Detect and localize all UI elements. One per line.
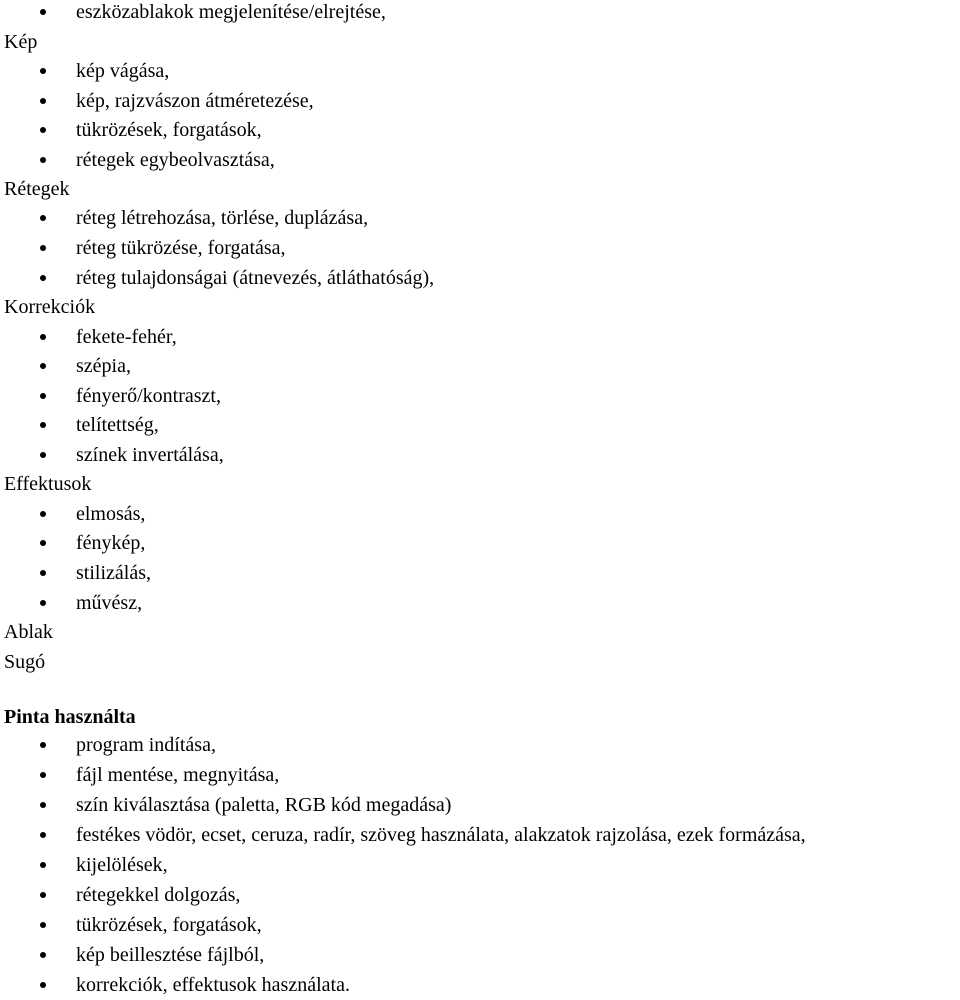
bullet-icon — [40, 381, 52, 411]
bullet-icon — [40, 0, 52, 27]
section-heading-effektusok: Effektusok — [4, 473, 92, 495]
bullet-icon — [40, 880, 52, 910]
bullet-icon — [40, 940, 52, 970]
list-item: kép beillesztése fájlból, — [76, 944, 265, 966]
list-item: réteg tulajdonságai (átnevezés, átláthatóság), — [76, 267, 435, 289]
bullet-icon — [40, 970, 52, 1000]
bullet-icon — [40, 910, 52, 940]
bullet-icon — [40, 233, 52, 263]
bullet-icon — [40, 730, 52, 760]
list-item: eszközablakok megjelenítése/elrejtése, — [76, 1, 386, 23]
list-item: fénykép, — [76, 532, 146, 554]
list-item: fájl mentése, megnyitása, — [76, 764, 280, 786]
list-item: korrekciók, effektusok használata. — [76, 974, 350, 996]
bullet-icon — [40, 499, 52, 529]
list-item: rétegek egybeolvasztása, — [76, 149, 275, 171]
bullet-icon — [40, 790, 52, 820]
section-heading-ablak: Ablak — [4, 621, 53, 643]
bullet-icon — [40, 86, 52, 116]
list-item: program indítása, — [76, 734, 216, 756]
bullet-icon — [40, 528, 52, 558]
list-item: tükrözések, forgatások, — [76, 119, 262, 141]
list-item: telítettség, — [76, 414, 159, 436]
list-item: fekete-fehér, — [76, 326, 177, 348]
bullet-icon — [40, 322, 52, 352]
section-heading-kep: Kép — [4, 31, 38, 53]
list-item: rétegekkel dolgozás, — [76, 884, 241, 906]
bullet-icon — [40, 588, 52, 618]
bullet-icon — [40, 850, 52, 880]
section-heading-sugo: Sugó — [4, 651, 46, 673]
list-item: szín kiválasztása (paletta, RGB kód megadása) — [76, 794, 452, 816]
list-item: szépia, — [76, 355, 131, 377]
list-item: kép, rajzvászon átméretezése, — [76, 90, 314, 112]
bullet-icon — [40, 351, 52, 381]
section-heading-retegek: Rétegek — [4, 178, 70, 200]
bullet-icon — [40, 263, 52, 293]
list-item: réteg létrehozása, törlése, duplázása, — [76, 207, 369, 229]
list-item: tükrözések, forgatások, — [76, 914, 262, 936]
list-item: kijelölések, — [76, 854, 168, 876]
bullet-icon — [40, 558, 52, 588]
bullet-icon — [40, 203, 52, 233]
list-item: réteg tükrözése, forgatása, — [76, 237, 286, 259]
bullet-icon — [40, 410, 52, 440]
list-item: fényerő/kontraszt, — [76, 385, 221, 407]
bullet-icon — [40, 820, 52, 850]
bullet-icon — [40, 145, 52, 175]
bullet-icon — [40, 115, 52, 145]
section-heading-korrekciok: Korrekciók — [4, 296, 96, 318]
list-item: művész, — [76, 592, 143, 614]
list-item: kép vágása, — [76, 60, 170, 82]
bullet-icon — [40, 56, 52, 86]
section-heading-pinta: Pinta használta — [4, 706, 136, 728]
bullet-icon — [40, 760, 52, 790]
list-item: elmosás, — [76, 503, 146, 525]
bullet-icon — [40, 440, 52, 470]
list-item: stilizálás, — [76, 562, 151, 584]
list-item: festékes vödör, ecset, ceruza, radír, szöveg használata, alakzatok rajzolása, ezek formázása, — [76, 824, 806, 846]
list-item: színek invertálása, — [76, 444, 224, 466]
